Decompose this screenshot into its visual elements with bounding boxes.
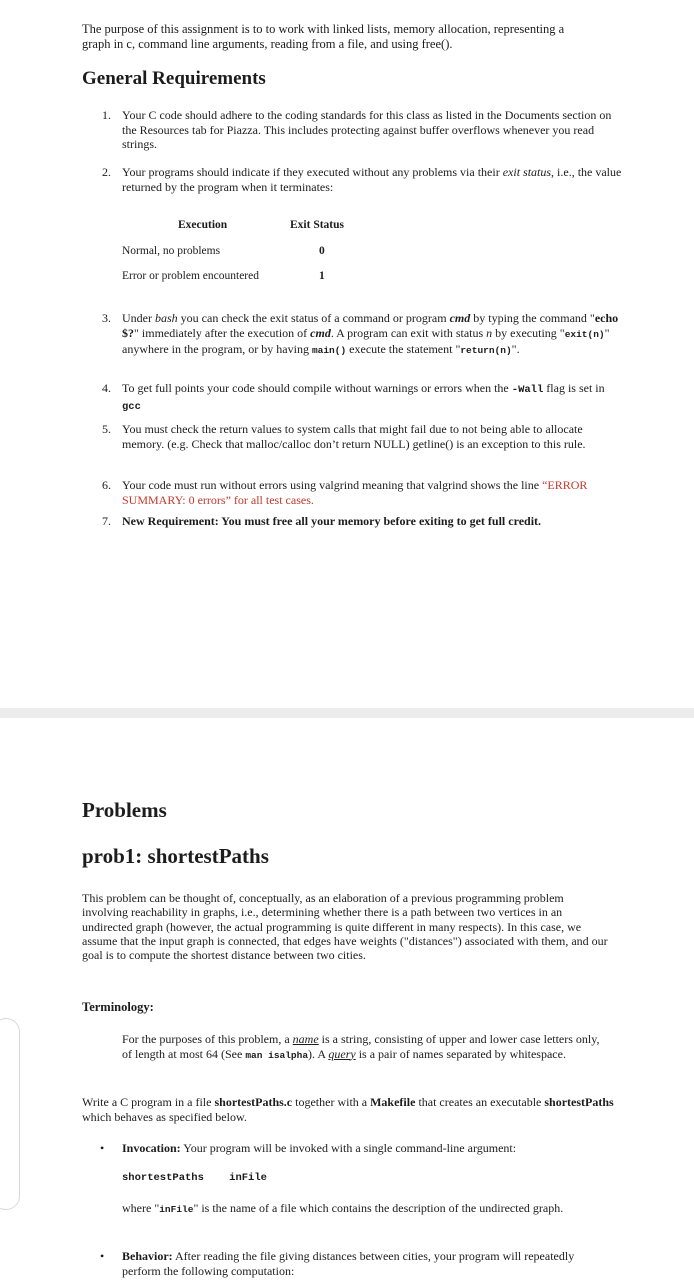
intro-line-1: The purpose of this assignment is to to work with linked lists, memory allocation, representing a [82,22,565,36]
requirements-list [82,108,622,529]
terminology-heading: Terminology: [82,1000,154,1014]
problems-heading: Problems [82,798,167,822]
bullet-icon: • [100,1141,105,1155]
requirement-item-1: 1. Your C code should adhere to the coding standards for this class as listed in the Documents section on the Resources tab for Piazza. This includes protecting against buffer overflows whenever you read strings. [102,108,612,151]
exit-table-row-execution: Normal, no problems [122,245,221,257]
invocation-command: shortestPaths inFile [122,1172,267,1184]
general-requirements-heading: General Requirements [82,68,266,89]
requirement-item-6: 6. Your code must run without errors using valgrind meaning that valgrind shows the line “ERROR SUMMARY: 0 errors” for all test cases. [102,478,588,507]
invocation-where: where "inFile" is the name of a file which contains the description of the undirected graph. [122,1201,564,1215]
exit-table-row-status: 1 [319,270,325,282]
requirement-item-4: 4. To get full points your code should compile without warnings or errors when the -Wall flag is set in gcc [102,381,605,413]
prob1-description: This problem can be thought of, conceptually, as an elaboration of a previous programming problem involving reachability in graphs, i.e., determining whether there is a path between two vertices in an undirected graph (however, the actual programming is quite different in many respects). In this case, we assume that the input graph is connected, that edges have weights ("distances") associated with them, and our goal is to compute the shortest distance between two cities. [82,891,608,963]
prob1-heading: prob1: shortestPaths [82,844,269,868]
requirement-item-7: 7. New Requirement: You must free all your memory before exiting to get full credit. [102,514,542,528]
terminology-paragraph: For the purposes of this problem, a name is a string, consisting of upper and lower case letters only, of length at most 64 (See man isalpha). A query is a pair of names separated by whitespace. [122,1032,600,1061]
behavior-bullet: • Behavior: After reading the file giving distances between cities, your program will repeatedly perform the following computation: [100,1249,575,1278]
invocation-bullet: • Invocation: Your program will be invoked with a single command-line argument: [100,1141,517,1155]
bullet-icon: • [100,1249,105,1263]
requirement-item-5: 5. You must check the return values to system calls that might fail due to not being able to allocate memory. (e.g. Check that malloc/calloc don’t return NULL) getline() is an exception to this rule. [102,422,586,451]
exit-table-row-execution: Error or problem encountered [122,270,259,282]
requirement-item-3: 3. Under bash you can check the exit status of a command or program cmd by typing the command "echo $?" immediately after the execution of cmd. A program can exit with status n by executing "exit(n)" anywhere in the program, or by having main() execute the statement "return(n)". [102,311,619,356]
intro-paragraph [82,22,622,52]
requirement-item-2: 2. Your programs should indicate if they executed without any problems via their exit status, i.e., the value returned by the program when it terminates: Execution Exit Status Normal, no problems 0 Error or problem encountered 1 [102,165,622,282]
exit-table-row-status: 0 [319,245,325,257]
exit-table-header-execution: Execution [178,219,228,231]
side-tab-handle[interactable] [0,1018,20,1210]
write-program-paragraph: Write a C program in a file shortestPaths.c together with a Makefile that creates an executable shortestPaths which behaves as specified below. [82,1095,614,1124]
page-separator [0,708,694,718]
exit-table-header-status: Exit Status [290,219,344,231]
intro-line-2: graph in c, command line arguments, reading from a file, and using free(). [82,37,453,51]
